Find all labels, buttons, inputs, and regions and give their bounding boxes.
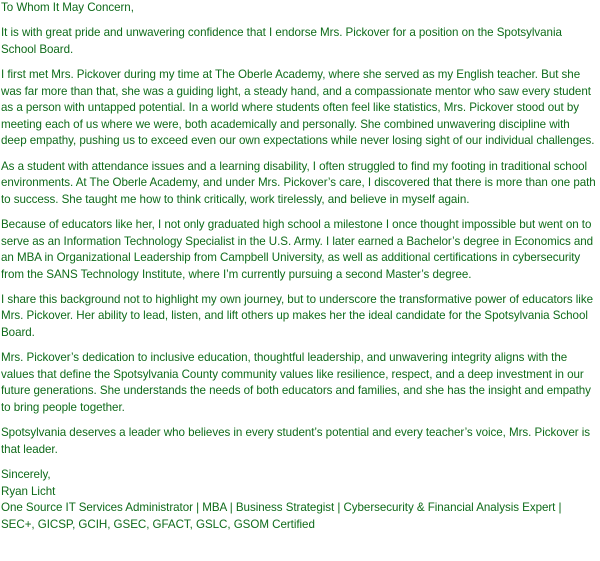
signer-title: One Source IT Services Administrator | MBA | Business Strategist | Cybersecurity & Financial Analysis Expert | bbox=[1, 501, 562, 515]
paragraph-dedication: Mrs. Pickover’s dedication to inclusive education, thoughtful leadership, and unwavering integrity aligns with the values that define the Spotsylvania County community values like resilience, respect, and a deep investment in our future generations. She understands the needs of both educators and families, and she has the insight and empathy to bring people together. bbox=[1, 351, 591, 415]
paragraph-student-struggles: As a student with attendance issues and a learning disability, I often struggled to find my footing in traditional school environments. At The Oberle Academy, and under Mrs. Pickover’s care, I discovered that there is more than one path to success. She taught me how to think critically, work tirelessly, and believe in myself again. bbox=[1, 159, 596, 206]
spacer bbox=[1, 208, 598, 217]
signer-name: Ryan Licht bbox=[1, 484, 56, 498]
closing: Sincerely, bbox=[1, 468, 51, 481]
spacer bbox=[1, 150, 598, 159]
spacer bbox=[1, 283, 598, 292]
paragraph-endorsement: It is with great pride and unwavering confidence that I endorse Mrs. Pickover for a position on the Spotsylvania School Board. bbox=[1, 26, 562, 56]
signer-certifications: SEC+, GICSP, GCIH, GSEC, GFACT, GSLC, GSOM Certified bbox=[1, 517, 315, 531]
spacer bbox=[1, 342, 598, 351]
spacer bbox=[1, 17, 598, 26]
spacer bbox=[1, 58, 598, 67]
spacer bbox=[1, 458, 598, 467]
paragraph-conclusion: Spotsylvania deserves a leader who believes in every student’s potential and every teacher’s voice, Mrs. Pickover is that leader. bbox=[1, 426, 591, 456]
spacer bbox=[1, 417, 598, 426]
paragraph-career-path: Because of educators like her, I not only graduated high school a milestone I once thought impossible but went on to serve as an Information Technology Specialist in the U.S. Army. I later earned a Bachelor’s degree in Economics and an MBA in Organizational Leadership from Campbell University, as well as additional certifications in cybersecurity from the SANS Technology Institute, where I’m currently pursuing a second Master’s degree. bbox=[1, 217, 594, 281]
paragraph-first-meeting: I first met Mrs. Pickover during my time at The Oberle Academy, where she served as my English teacher. But she was far more than that, she was a guiding light, a steady hand, and a compassionate mentor who saw every student as a person with untapped potential. In a world where students often feel like statistics, Mrs. Pickover stood out by meeting each of us where we were, both academically and personally. She combined unwavering discipline with deep empathy, pushing us to exceed even our own expectations while never losing sight of our individual challenges. bbox=[1, 67, 595, 148]
paragraph-background-purpose: I share this background not to highlight my own journey, but to underscore the transformative power of educators like Mrs. Pickover. Her ability to lead, listen, and lift others up makes her the ideal candidate for the Spotsylvania School Board. bbox=[1, 292, 593, 340]
signature-block bbox=[1, 467, 598, 533]
salutation: To Whom It May Concern, bbox=[1, 1, 134, 14]
